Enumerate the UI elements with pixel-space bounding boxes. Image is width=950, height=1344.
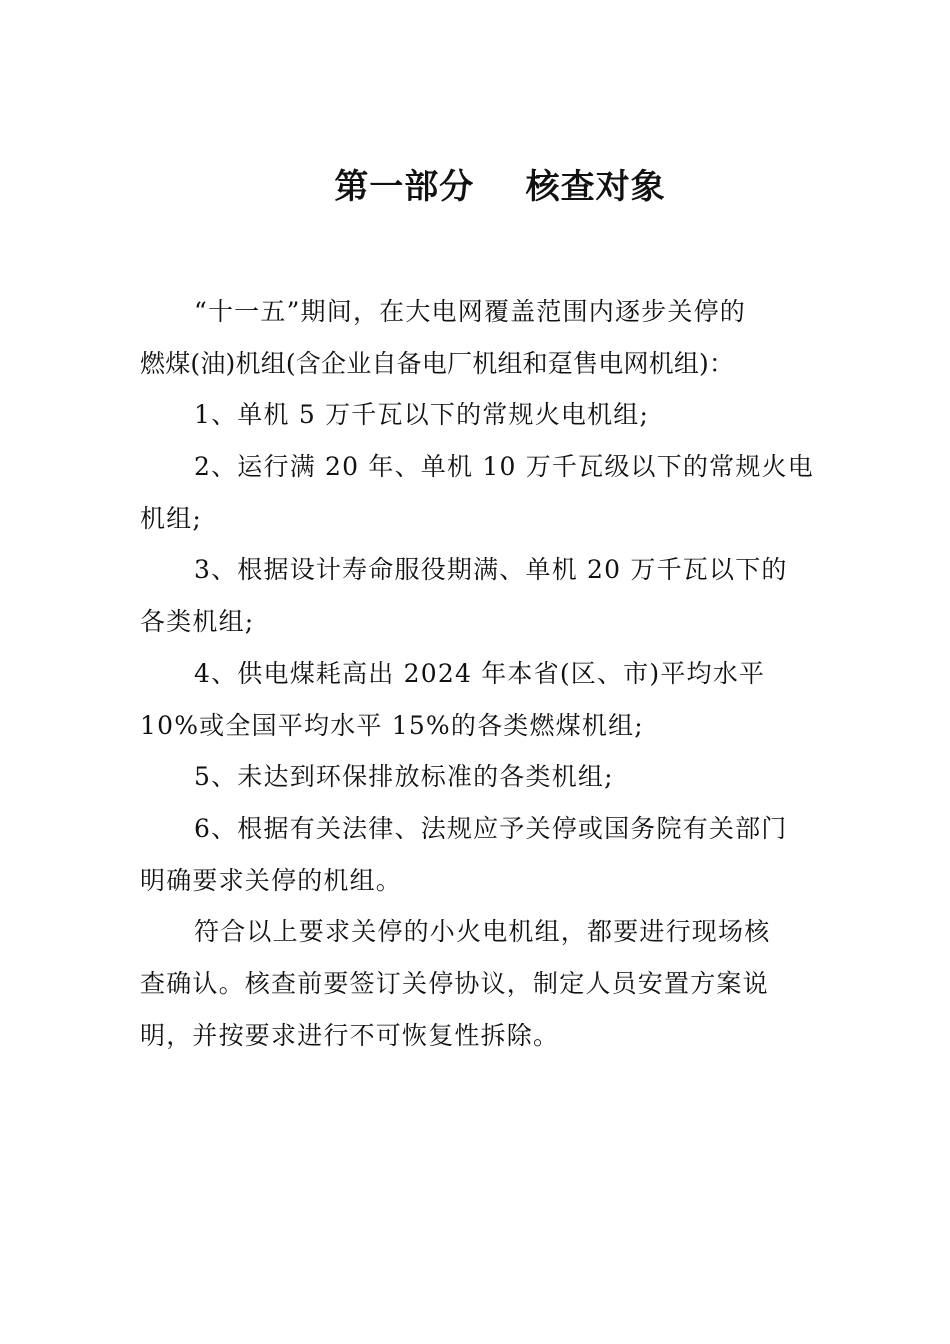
- list-item-6-line-1: 6、根据有关法律、法规应予关停或国务院有关部门: [194, 813, 788, 843]
- document-body: [140, 286, 812, 1061]
- list-item-3-line-2: 各类机组;: [140, 607, 255, 637]
- page-title: 第一部分 核查对象: [334, 167, 666, 207]
- paragraph-intro-line-1: “十一五”期间，在大电网覆盖范围内逐步关停的: [194, 297, 746, 326]
- list-item-5: 5、未达到环保排放标准的各类机组;: [194, 762, 614, 792]
- paragraph-intro-line-2: 燃煤(油)机组(含企业自备电厂机组和趸售电网机组)：: [140, 348, 735, 378]
- list-item-4-line-2: 10%或全国平均水平 15%的各类燃煤机组;: [140, 710, 644, 740]
- list-item-1: 1、单机 5 万千瓦以下的常规火电机组;: [194, 400, 650, 430]
- list-item-2-line-1: 2、运行满 20 年、单机 10 万千瓦级以下的常规火电: [194, 452, 814, 482]
- list-item-4-line-1: 4、供电煤耗高出 2024 年本省(区、市)平均水平: [194, 658, 766, 688]
- list-item-2-line-2: 机组;: [140, 503, 203, 533]
- closing-paragraph-line-3: 明，并按要求进行不可恢复性拆除。: [140, 1020, 560, 1050]
- closing-paragraph-line-1: 符合以上要求关停的小火电机组，都要进行现场核: [194, 917, 771, 947]
- closing-paragraph-line-2: 查确认。核查前要签订关停协议，制定人员安置方案说: [140, 968, 769, 998]
- list-item-6-line-2: 明确要求关停的机组。: [140, 865, 403, 895]
- list-item-3-line-1: 3、根据设计寿命服役期满、单机 20 万千瓦以下的: [194, 555, 788, 585]
